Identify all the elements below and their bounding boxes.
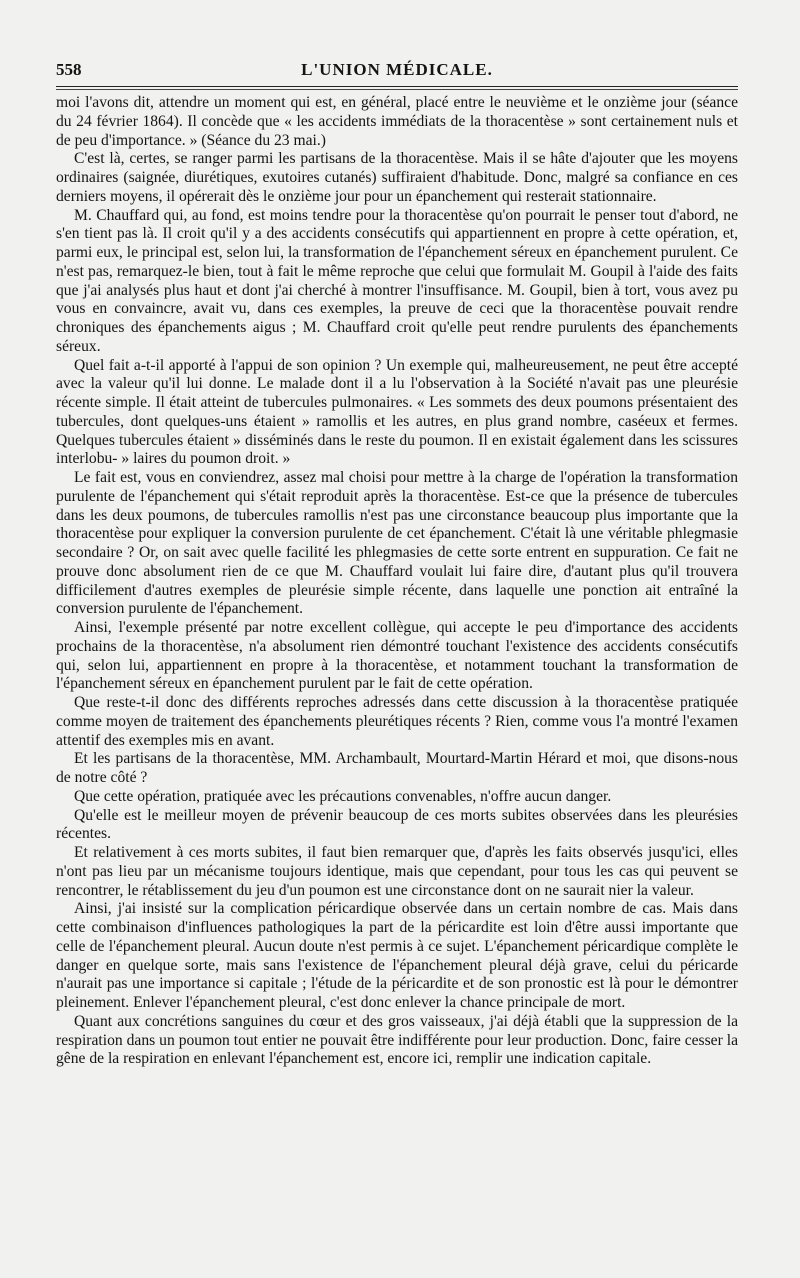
paragraph: C'est là, certes, se ranger parmi les partisans de la thoracentèse. Mais il se hâte d'ajouter que les moyens ordinaires (saignée, diurétiques, exutoires cutanés) suffiraient d'habitude. Donc, malgré sa confiance en ces derniers moyens, il opérerait dès le onzième jour pour un épanchement qui resterait stationnaire. (56, 150, 738, 205)
running-head: L'UNION MÉDICALE. (301, 60, 493, 79)
page-header (56, 54, 738, 82)
header-rule (56, 86, 738, 90)
paragraph: Que cette opération, pratiquée avec les précautions convenables, n'offre aucun danger. (74, 787, 612, 805)
paragraph: Et relativement à ces morts subites, il faut bien remarquer que, d'après les faits observés jusqu'ici, elles n'ont pas lieu par un mécanisme toujours identique, mais que cependant, pour tous les cas qui peuvent se rencontrer, le rétablissement du jeu d'un poumon est une circonstance dont on ne saurait nier la valeur. (56, 844, 738, 899)
paragraph: Et les partisans de la thoracentèse, MM. Archambault, Mourtard-Martin Hérard et moi, que disons-nous de notre côté ? (56, 750, 738, 786)
paragraph: moi l'avons dit, attendre un moment qui est, en général, placé entre le neuvième et le onzième jour (séance du 24 février 1864). Il concède que « les accidents immédiats de la thoracentèse » sont certainement nuls et de peu d'importance. » (Séance du 23 mai.) (56, 94, 738, 149)
paragraph: Le fait est, vous en conviendrez, assez mal choisi pour mettre à la charge de l'opération la transformation purulente de l'épanchement qui s'était reproduit après la thoracentèse. Est-ce que la présence de tubercules dans les deux poumons, de tubercules ramollis n'est pas une circonstance beaucoup plus importante que la thoracentèse pour expliquer la conversion purulente de cet épanchement. C'était là une véritable phlegmasie secondaire ? Or, on sait avec quelle facilité les phlegmasies de cette sorte entrent en suppuration. Ce fait ne prouve donc absolument rien de ce que M. Chauffard voulait lui faire dire, d'autant plus qu'il trouvera difficilement d'autres exemples de pleurésie simple récente, dans laquelle une ponction ait entraîné la conversion purulente de l'épanchement. (56, 469, 738, 618)
paragraph: Que reste-t-il donc des différents reproches adressés dans cette discussion à la thoracentèse pratiquée comme moyen de traitement des épanchements pleurétiques récents ? Rien, comme vous l'a montré l'examen attentif des exemples mis en avant. (56, 694, 738, 749)
paragraph: Quel fait a-t-il apporté à l'appui de son opinion ? Un exemple qui, malheureusement, ne peut être accepté avec la valeur qu'il lui donne. Le malade dont il a lu l'observation à la Société n'avait pas une pleurésie récente simple. Il était atteint de tubercules pulmonaires. « Les sommets des deux poumons présentaient des tubercules, dont quelques-uns étaient » ramollis et les autres, en plus grand nombre, caséeux et fermes. Quelques tubercules étaient » disséminés dans le reste du poumon. Il en existait également dans les scissures interlobu- » laires du poumon droit. » (56, 356, 738, 468)
page-number: 558 (56, 60, 82, 79)
paragraph: Quant aux concrétions sanguines du cœur et des gros vaisseaux, j'ai déjà établi que la suppression de la respiration dans un poumon tout entier ne pouvait être indifférente pour leur production. Donc, faire cesser la gêne de la respiration en enlevant l'épanchement est, encore ici, remplir une indication capitale. (56, 1012, 738, 1068)
paragraph: Ainsi, l'exemple présenté par notre excellent collègue, qui accepte le peu d'importance des accidents prochains de la thoracentèse, n'a absolument rien démontré touchant l'existence des accidents consécutifs qui, selon lui, appartiennent en propre à la thoracentèse, et notamment touchant la transformation de l'épanchement séreux en épanchement purulent par le fait de cette opération. (56, 619, 738, 693)
paragraph: Ainsi, j'ai insisté sur la complication péricardique observée dans un certain nombre de cas. Mais dans cette combinaison d'influences pathologiques la part de la péricardite est loin d'être aussi importante que celle de l'épanchement pleural. Aucun doute n'est permis à ce sujet. L'épanchement péricardique complète le danger en quelque sorte, mais sans l'existence de l'épanchement pleural déjà grave, celui du péricarde n'aurait pas une importance si capitale ; l'étude de la péricardite et de son pronostic est là pour le démontrer pleinement. Enlever l'épanchement pleural, c'est donc enlever la chance principale de mort. (56, 900, 738, 1011)
paragraph: Qu'elle est le meilleur moyen de prévenir beaucoup de ces morts subites observées dans les pleurésies récentes. (56, 806, 738, 843)
paragraph: M. Chauffard qui, au fond, est moins tendre pour la thoracentèse qu'on pourrait le penser tout d'abord, ne s'en tient pas là. Il croit qu'il y a des accidents consécutifs qui appartiennent en propre à cette opération, et, parmi eux, le principal est, selon lui, la transformation de l'épanchement séreux en épanchement purulent. Ce n'est pas, remarquez-le bien, tout à fait le même reproche que celui que formulait M. Goupil à l'aide des faits que j'ai analysés plus haut et dont j'ai cherché à montrer l'insuffisance. M. Goupil, bien à tort, vous avez pu vous en convaincre, avait vu, dans ces exemples, la preuve de ceci que la thoracentèse pouvait rendre chroniques des épanchements aigus ; M. Chauffard croit qu'elle peut rendre purulents des épanchements séreux. (56, 206, 738, 355)
body-text (56, 94, 738, 1069)
